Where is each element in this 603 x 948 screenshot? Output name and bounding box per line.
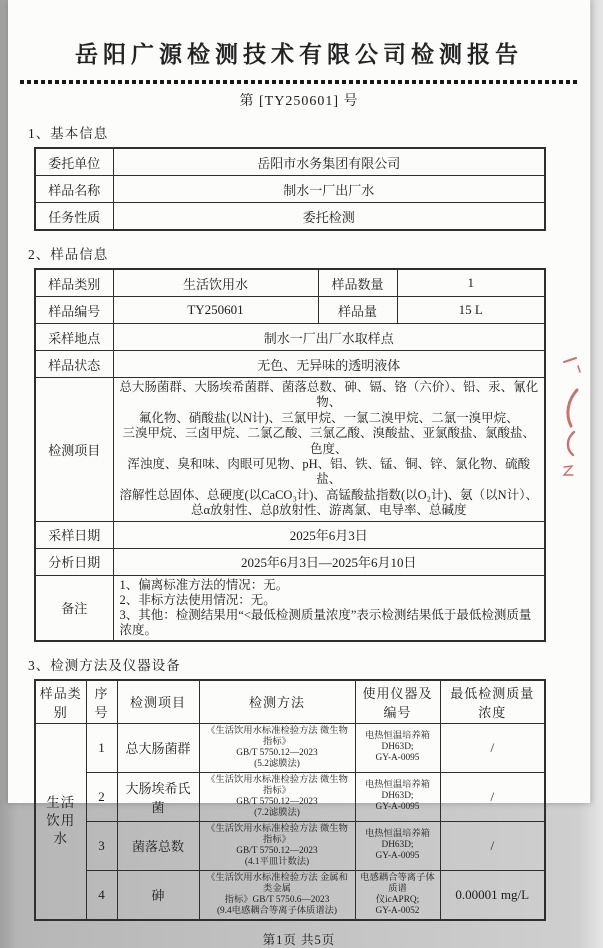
test-items-value: [113, 378, 545, 522]
test-method: [199, 821, 355, 870]
method-line: 《生活饮用水标准检验方法 金属和类金属: [206, 872, 348, 894]
test-items-line: 氟化物、硝酸盐(以N计)、三氯甲烷、一氯二溴甲烷、二氯一溴甲烷、: [138, 410, 519, 425]
test-items-line: 总α放射性、总β放射性、游离氯、电导率、总碱度: [191, 503, 467, 518]
instrument-line: DH63D;: [381, 840, 414, 851]
instrument-line: DH63D;: [381, 742, 414, 753]
entrust-unit-label: 委托单位: [35, 148, 113, 176]
method-line: GB/T 5750.12—2023: [236, 747, 318, 758]
test-items-line: 溶解性总固体、总硬度(以CaCO₃计)、高锰酸盐指数(以O₂计)、氨（以N计）、: [119, 487, 538, 502]
method-line: GB/T 5750.12—2023: [236, 796, 318, 807]
report-page: [8, 0, 591, 947]
test-items-line: 三溴甲烷、三卤甲烷、二氯乙酸、三氯乙酸、溴酸盐、亚氯酸盐、氯酸盐、色度、: [122, 426, 535, 456]
test-method: [199, 772, 355, 821]
instrument: [355, 723, 440, 772]
test-item: 菌落总数: [117, 821, 199, 870]
remark-line: 3、其他：检测结果用“<最低检测质量浓度”表示检测结果低于最低检测质量浓度。: [119, 607, 532, 637]
min-detect-conc: 0.00001 mg/L: [440, 870, 545, 920]
sample-amount-value: 15 L: [397, 297, 545, 324]
sampling-date-value: 2025年6月3日: [113, 521, 545, 548]
col-min-detect-conc: 最低检测质量浓度: [440, 680, 545, 724]
method-line: 指标》GB/T 5750.6—2023: [224, 894, 330, 905]
instrument-line: 仪icAPRQ;: [375, 894, 420, 905]
sample-category-label: 样品类别: [35, 269, 113, 297]
method-line: 《生活饮用水标准检验方法 微生物指标》: [206, 774, 348, 796]
sample-category-cell: 生活饮用水: [35, 723, 86, 920]
entrust-unit-value: 岳阳市水务集团有限公司: [113, 148, 545, 176]
section2-heading: 2、样品信息: [28, 247, 109, 262]
remarks-value: [113, 575, 545, 641]
table-row: [35, 575, 545, 641]
task-type-label: 任务性质: [35, 203, 113, 231]
analysis-date-value: 2025年6月3日—2025年6月10日: [113, 548, 545, 575]
test-item: 砷: [117, 870, 199, 920]
method-line: (7.2滤膜法): [254, 807, 300, 818]
instrument-line: GY-A-0095: [375, 851, 420, 862]
report-title: 岳阳广源检测技术有限公司检测报告: [75, 42, 523, 67]
min-detect-conc: /: [440, 723, 545, 772]
instrument-line: GY-A-0052: [375, 905, 420, 916]
dotted-divider: [20, 80, 578, 84]
test-items-line: 总大肠菌群、大肠埃希菌群、菌落总数、砷、镉、铬（六价）、铅、汞、氰化物、: [119, 380, 539, 410]
table-row: [35, 269, 545, 297]
method-line: 《生活饮用水标准检验方法 微生物指标》: [206, 725, 348, 747]
red-stamp-fragment: [556, 352, 584, 484]
remark-line: 1、偏离标准方法的情况：无。: [119, 577, 289, 592]
min-detect-conc: /: [440, 821, 545, 870]
col-instrument: 使用仪器及编号: [355, 680, 440, 724]
section3-heading: 3、检测方法及仪器设备: [28, 657, 181, 673]
page-footer: 第1页 共5页: [262, 932, 336, 947]
table-row: [35, 772, 545, 821]
sample-count-value: 1: [397, 269, 545, 297]
col-test-item: 检测项目: [117, 680, 199, 724]
test-method: [199, 723, 355, 772]
remarks-label: 备注: [35, 575, 113, 641]
sampling-date-label: 采样日期: [35, 521, 113, 548]
method-line: (9.4电感耦合等离子体质谱法): [216, 905, 338, 916]
report-number: 第 [TY250601] 号: [239, 94, 359, 109]
seq-no: 1: [86, 723, 117, 772]
instrument-line: 电感耦合等离子体质谱: [360, 872, 435, 894]
method-line: GB/T 5750.12—2023: [236, 845, 318, 856]
sample-name-label: 样品名称: [35, 176, 113, 203]
test-method: [199, 870, 355, 920]
col-sample-category: 样品类别: [35, 680, 86, 724]
sample-state-label: 样品状态: [35, 351, 113, 378]
table-row: [35, 378, 545, 522]
table-row: [35, 723, 545, 772]
test-item: 大肠埃希氏菌: [117, 772, 199, 821]
method-line: 《生活饮用水标准检验方法 微生物指标》: [206, 823, 348, 845]
sample-no-label: 样品编号: [35, 297, 113, 324]
task-type-value: 委托检测: [113, 203, 545, 231]
sample-category-value: 生活饮用水: [113, 269, 318, 297]
methods-table: [34, 679, 546, 921]
table-row: [35, 351, 545, 378]
table-row: [35, 548, 545, 575]
instrument: [355, 772, 440, 821]
sample-name-value: 制水一厂出厂水: [113, 176, 545, 203]
instrument: [355, 821, 440, 870]
test-item: 总大肠菌群: [117, 723, 199, 772]
table-row: [35, 870, 545, 920]
table-row: [35, 148, 545, 176]
instrument-line: DH63D;: [381, 791, 414, 802]
sample-state-value: 无色、无异味的透明液体: [113, 351, 545, 378]
sample-info-table: [34, 268, 546, 642]
instrument-line: GY-A-0095: [375, 802, 420, 813]
remark-line: 2、非标方法使用情况：无。: [119, 592, 276, 607]
sample-amount-label: 样品量: [318, 297, 397, 324]
instrument-line: 电热恒温培养箱: [364, 829, 431, 840]
table-header-row: [35, 680, 545, 724]
table-row: [35, 176, 545, 203]
sample-no-value: TY250601: [113, 297, 318, 324]
seq-no: 4: [86, 870, 117, 920]
table-row: [35, 297, 545, 324]
analysis-date-label: 分析日期: [35, 548, 113, 575]
method-line: (4.1平皿计数法): [244, 856, 310, 867]
table-row: [35, 821, 545, 870]
seq-no: 3: [86, 821, 117, 870]
seq-no: 2: [86, 772, 117, 821]
instrument-line: 电热恒温培养箱: [364, 780, 431, 791]
table-row: [35, 203, 545, 231]
sampling-site-label: 采样地点: [35, 324, 113, 351]
instrument-line: 电热恒温培养箱: [364, 731, 431, 742]
col-test-method: 检测方法: [199, 680, 355, 724]
sampling-site-value: 制水一厂出厂水取样点: [113, 324, 545, 351]
instrument: [355, 870, 440, 920]
sample-count-label: 样品数量: [318, 269, 397, 297]
method-line: (5.2滤膜法): [254, 758, 300, 769]
table-row: [35, 521, 545, 548]
table-row: [35, 324, 545, 351]
section1-heading: 1、基本信息: [28, 126, 109, 141]
min-detect-conc: /: [440, 772, 545, 821]
test-items-label: 检测项目: [35, 378, 113, 522]
col-seq-no: 序号: [86, 680, 117, 724]
basic-info-table: [34, 147, 546, 231]
test-items-line: 浑浊度、臭和味、肉眼可见物、pH、铝、铁、锰、铜、锌、氯化物、硫酸盐、: [127, 457, 531, 487]
instrument-line: GY-A-0095: [375, 753, 420, 764]
